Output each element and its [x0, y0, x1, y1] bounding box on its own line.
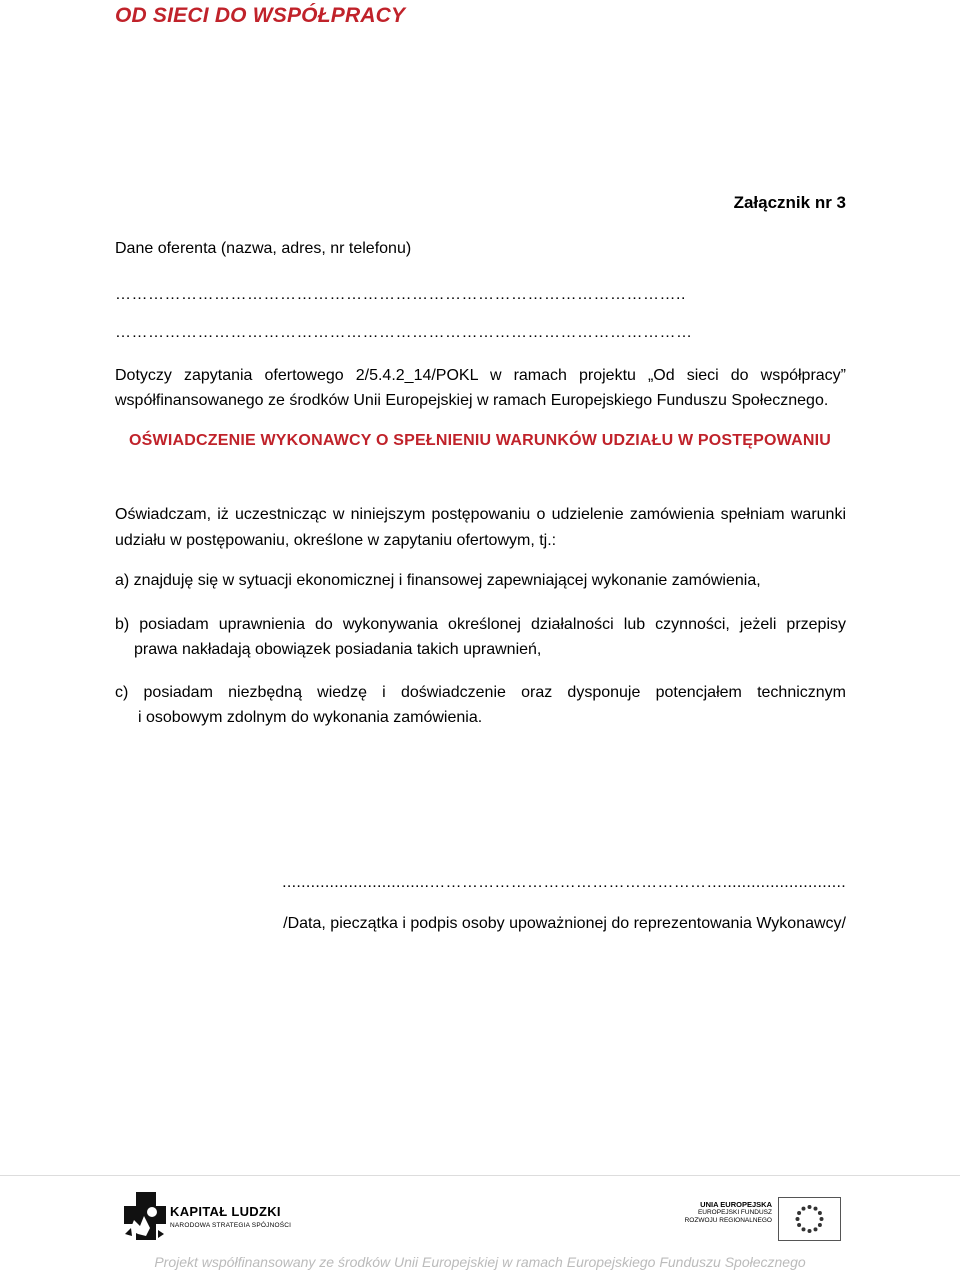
kapital-ludzki-subtitle: NARODOWA STRATEGIA SPÓJNOŚCI — [170, 1222, 292, 1229]
sender-dots-line-1: ………………………………………………………………………………………….. — [115, 286, 686, 303]
kapital-ludzki-logo-icon — [122, 1190, 167, 1242]
sender-label: Dane oferenta (nazwa, adres, nr telefonu) — [115, 240, 412, 257]
condition-c-line-1: c) posiadam niezbędną wiedzę i doświadczenie oraz dysponuje potencjałem technicznym — [115, 684, 846, 701]
signature-caption: /Data, pieczątka i podpis osoby upoważnionej do reprezentowania Wykonawcy/ — [283, 915, 846, 932]
condition-b-line-2: prawa nakładają obowiązek posiadania takich uprawnień, — [134, 641, 542, 658]
sender-dots-line-2: …………………………………………………………………………………………… — [115, 324, 693, 341]
statement-line-2: udziału w postępowaniu, określone w zapytaniu ofertowym, tj.: — [115, 532, 557, 549]
eu-fund-line-1: EUROPEJSKI FUNDUSZ — [697, 1209, 772, 1216]
reference-line-1: Dotyczy zapytania ofertowego 2/5.4.2_14/POKL w ramach projektu „Od sieci do współpracy” — [115, 367, 846, 384]
condition-a: a) znajduję się w sytuacji ekonomicznej i finansowej zapewniającej wykonanie zamówienia, — [115, 572, 761, 589]
eu-fund-line-2: ROZWOJU REGIONALNEGO — [684, 1217, 772, 1224]
footer-cofinancing-note: Projekt współfinansowany ze środków Unii Europejskiej w ramach Europejskiego Funduszu Społecznego — [154, 1254, 806, 1270]
header-title: OD SIECI DO WSPÓŁPRACY — [115, 4, 406, 27]
condition-b-line-1: b) posiadam uprawnienia do wykonywania określonej działalności lub czynności, jeżeli przepisy — [115, 616, 846, 633]
statement-line-1: Oświadczam, iż uczestnicząc w niniejszym postępowaniu o udzielenie zamówienia spełniam warunki — [115, 506, 846, 523]
eu-flag-icon — [778, 1197, 841, 1241]
kapital-ludzki-title: KAPITAŁ LUDZKI — [170, 1204, 281, 1219]
eu-title: UNIA EUROPEJSKA — [700, 1200, 772, 1209]
footer-divider — [0, 1175, 960, 1176]
reference-line-2: współfinansowanego ze środków Unii Europejskiej w ramach Europejskiego Funduszu Społecznego. — [115, 392, 829, 409]
condition-c-line-2: i osobowym zdolnym do wykonania zamówienia. — [138, 709, 483, 726]
signature-dots: ...............................……………………………………………….......................... — [282, 874, 846, 891]
statement-heading: OŚWIADCZENIE WYKONAWCY O SPEŁNIENIU WARUNKÓW UDZIAŁU W POSTĘPOWANIU — [129, 432, 831, 449]
annex-label: Załącznik nr 3 — [733, 193, 846, 212]
eu-text-block — [672, 1200, 772, 1225]
